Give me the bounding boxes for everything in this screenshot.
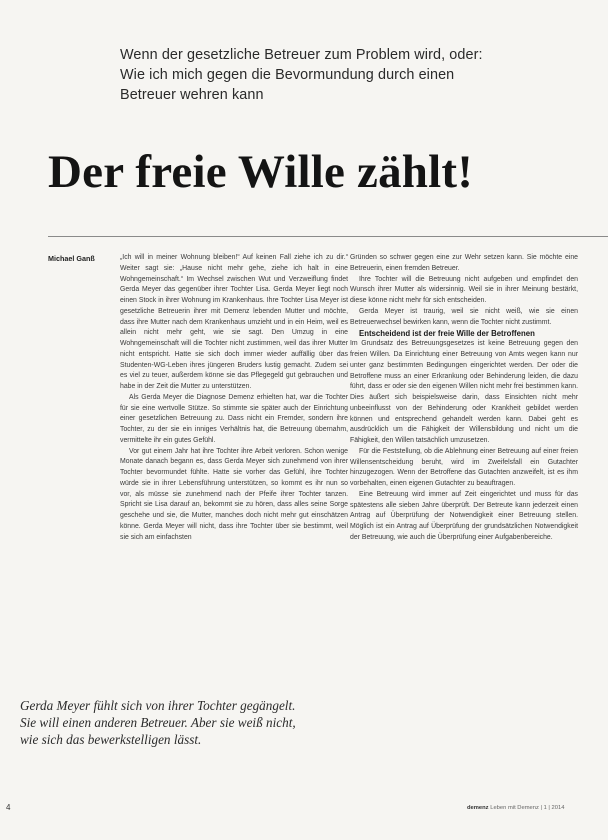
- pull-quote: [20, 697, 340, 748]
- pull-quote-line: Sie will einen anderen Betreuer. Aber sie weiß nicht,: [20, 715, 296, 730]
- author-name: Michael Ganß: [48, 254, 95, 263]
- title-divider: [48, 236, 608, 237]
- magazine-name: demenz: [467, 805, 489, 811]
- issue-info: Leben mit Demenz | 1 | 2014: [490, 805, 565, 811]
- body-paragraph: Als Gerda Meyer die Diagnose Demenz erhielten hat, war die Tochter für sie eine wertvolle Stütze. So stimmte sie später auch der Einrichtung einer gesetzlichen Betreuung zu. Dass nicht ein Fremder, sondern ihre Tochter, zu der sie ein inniges Verhältnis hat, die Betreuung übernahm, vermittelte ihr ein gutes Gefühl.: [120, 393, 348, 444]
- subtitle-line: Wie ich mich gegen die Bevormundung durch einen: [120, 67, 455, 83]
- page-footer: [467, 805, 564, 811]
- section-heading: Entscheidend ist der freie Wille der Betroffenen: [359, 329, 535, 339]
- body-paragraph: Gerda Meyer ist traurig, weil sie nicht weiß, wie sie einen Betreuerwechsel bewirken kann, wenn die Tochter nicht zustimmt.: [350, 307, 578, 326]
- body-paragraph: Vor gut einem Jahr hat ihre Tochter ihre Arbeit verloren. Schon wenige Monate danach begann es, dass Gerda Meyer sich zunehmend von ihrer Tochter bevormundet fühlte. Hatte sie vorher das Gefühl, ihre Tochter würde sie in ihrer Lebensführung unterstützen, so kommt es ihr nun so vor, als müsse sie zunehmend nach der Pfeife ihrer Tochter tanzen. Spricht sie Lisa darauf an, bekommt sie zu hören, dass alles seine Sorge geschehe und sie, die Mutter, manches doch nicht mehr gut einschätzen könne. Gerda Meyer will nicht, dass ihre Tochter über sie bestimmt, weil sie sich am einfachsten: [120, 447, 348, 541]
- subtitle-line: Betreuer wehren kann: [120, 87, 264, 103]
- article-subtitle: [120, 45, 560, 105]
- body-paragraph: Im Grundsatz des Betreuungsgesetzes ist keine Betreuung gegen den freien Willen. Da Einrichtung einer Betreuung von Amts wegen kann nur unter ganz bestimmten Bedingungen eingerichtet werden. Der oder die Betroffene muss an einer Erkrankung oder Behinderung leiden, die dazu führt, dass er oder sie den eigenen Willen nicht mehr frei bestimmen kann. Dies äußert sich beispielsweise darin, dass Einsichten nicht mehr unbeeinflusst von der Behinderung oder Krankheit gebildet werden können und entsprechend gehandelt werden kann. Dabei geht es ausdrücklich um die Fähigkeit der Willensbildung und nicht um die Fähigkeit, den Willen tatsächlich umzusetzen.: [350, 340, 578, 444]
- text-column-2: [350, 253, 578, 828]
- pull-quote-line: wie sich das bewerkstelligen lässt.: [20, 732, 202, 747]
- body-paragraph: Gründen so schwer gegen eine zur Wehr setzen kann. Sie möchte eine Betreuerin, einen fremden Betreuer.: [350, 254, 578, 272]
- article-title: Der freie Wille zählt!: [48, 146, 474, 198]
- subtitle-line: Wenn der gesetzliche Betreuer zum Problem wird, oder:: [120, 47, 483, 63]
- text-column-1: [120, 253, 348, 665]
- pull-quote-line: Gerda Meyer fühlt sich von ihrer Tochter gegängelt.: [20, 698, 296, 713]
- body-paragraph: Eine Betreuung wird immer auf Zeit eingerichtet und muss für das spätestens alle sieben Jahre überprüft. Der Betreute kann jederzeit einen Antrag auf Überprüfung der Notwendigkeit einer Betreuung stellen. Möglich ist ein Antrag auf Überprüfung der grundsätzlichen Notwendigkeit der Betreuung, wie auch die Überprüfung einer Aufgabenbereiche.: [350, 490, 578, 541]
- page-number: 4: [6, 803, 11, 812]
- body-paragraph: Ihre Tochter will die Betreuung nicht aufgeben und empfindet den Wunsch ihrer Mutter als widersinnig. Weil sie in ihrer Meinung bestärkt, diese könne nicht mehr für sich entscheiden.: [350, 275, 578, 304]
- body-paragraph: Für die Feststellung, ob die Ablehnung einer Betreuung auf einer freien Willensentscheidung beruht, wird im Zweifelsfall ein Gutachter hinzugezogen. Wenn der Betroffene das Gutachten anzweifelt, ist es ihm vorbehalten, einen eigenen Gutachter zu beauftragen.: [350, 447, 578, 487]
- body-paragraph: „Ich will in meiner Wohnung bleiben!“ Auf keinen Fall ziehe ich zu dir.“ Weiter sagt sie: „Hause nicht mehr gehe, ziehe ich halt in eine Wohngemeinschaft.“ Im Wechsel zwischen Wut und Verzweiflung findet Gerda Meyer das gegenüber ihrer Tochter Lisa. Gerda Meyer liegt noch einen Stock in ihrer Wohnung im Krankenhaus. Ihre Tochter Lisa Meyer ist gesetzliche Betreuerin ihrer mit Demenz lebenden Mutter und möchte, dass ihre Mutter nach dem Krankenhaus umzieht und in ein Heim, weil es allein nicht mehr geht, wie sie sagt. Den Umzug in eine Wohngemeinschaft will die Tochter nicht zustimmen, weil das ihrer Mutter nicht entspricht. Hatte sie sich doch immer wieder auffällig über das Studenten-WG-Leben ihres jüngeren Bruders lustig gemacht. Zudem sei es viel zu teuer, außerdem könne sie das Pflegegeld gut gebrauchen und habe in der Zeit die Mutter zu unterstützen.: [120, 254, 348, 390]
